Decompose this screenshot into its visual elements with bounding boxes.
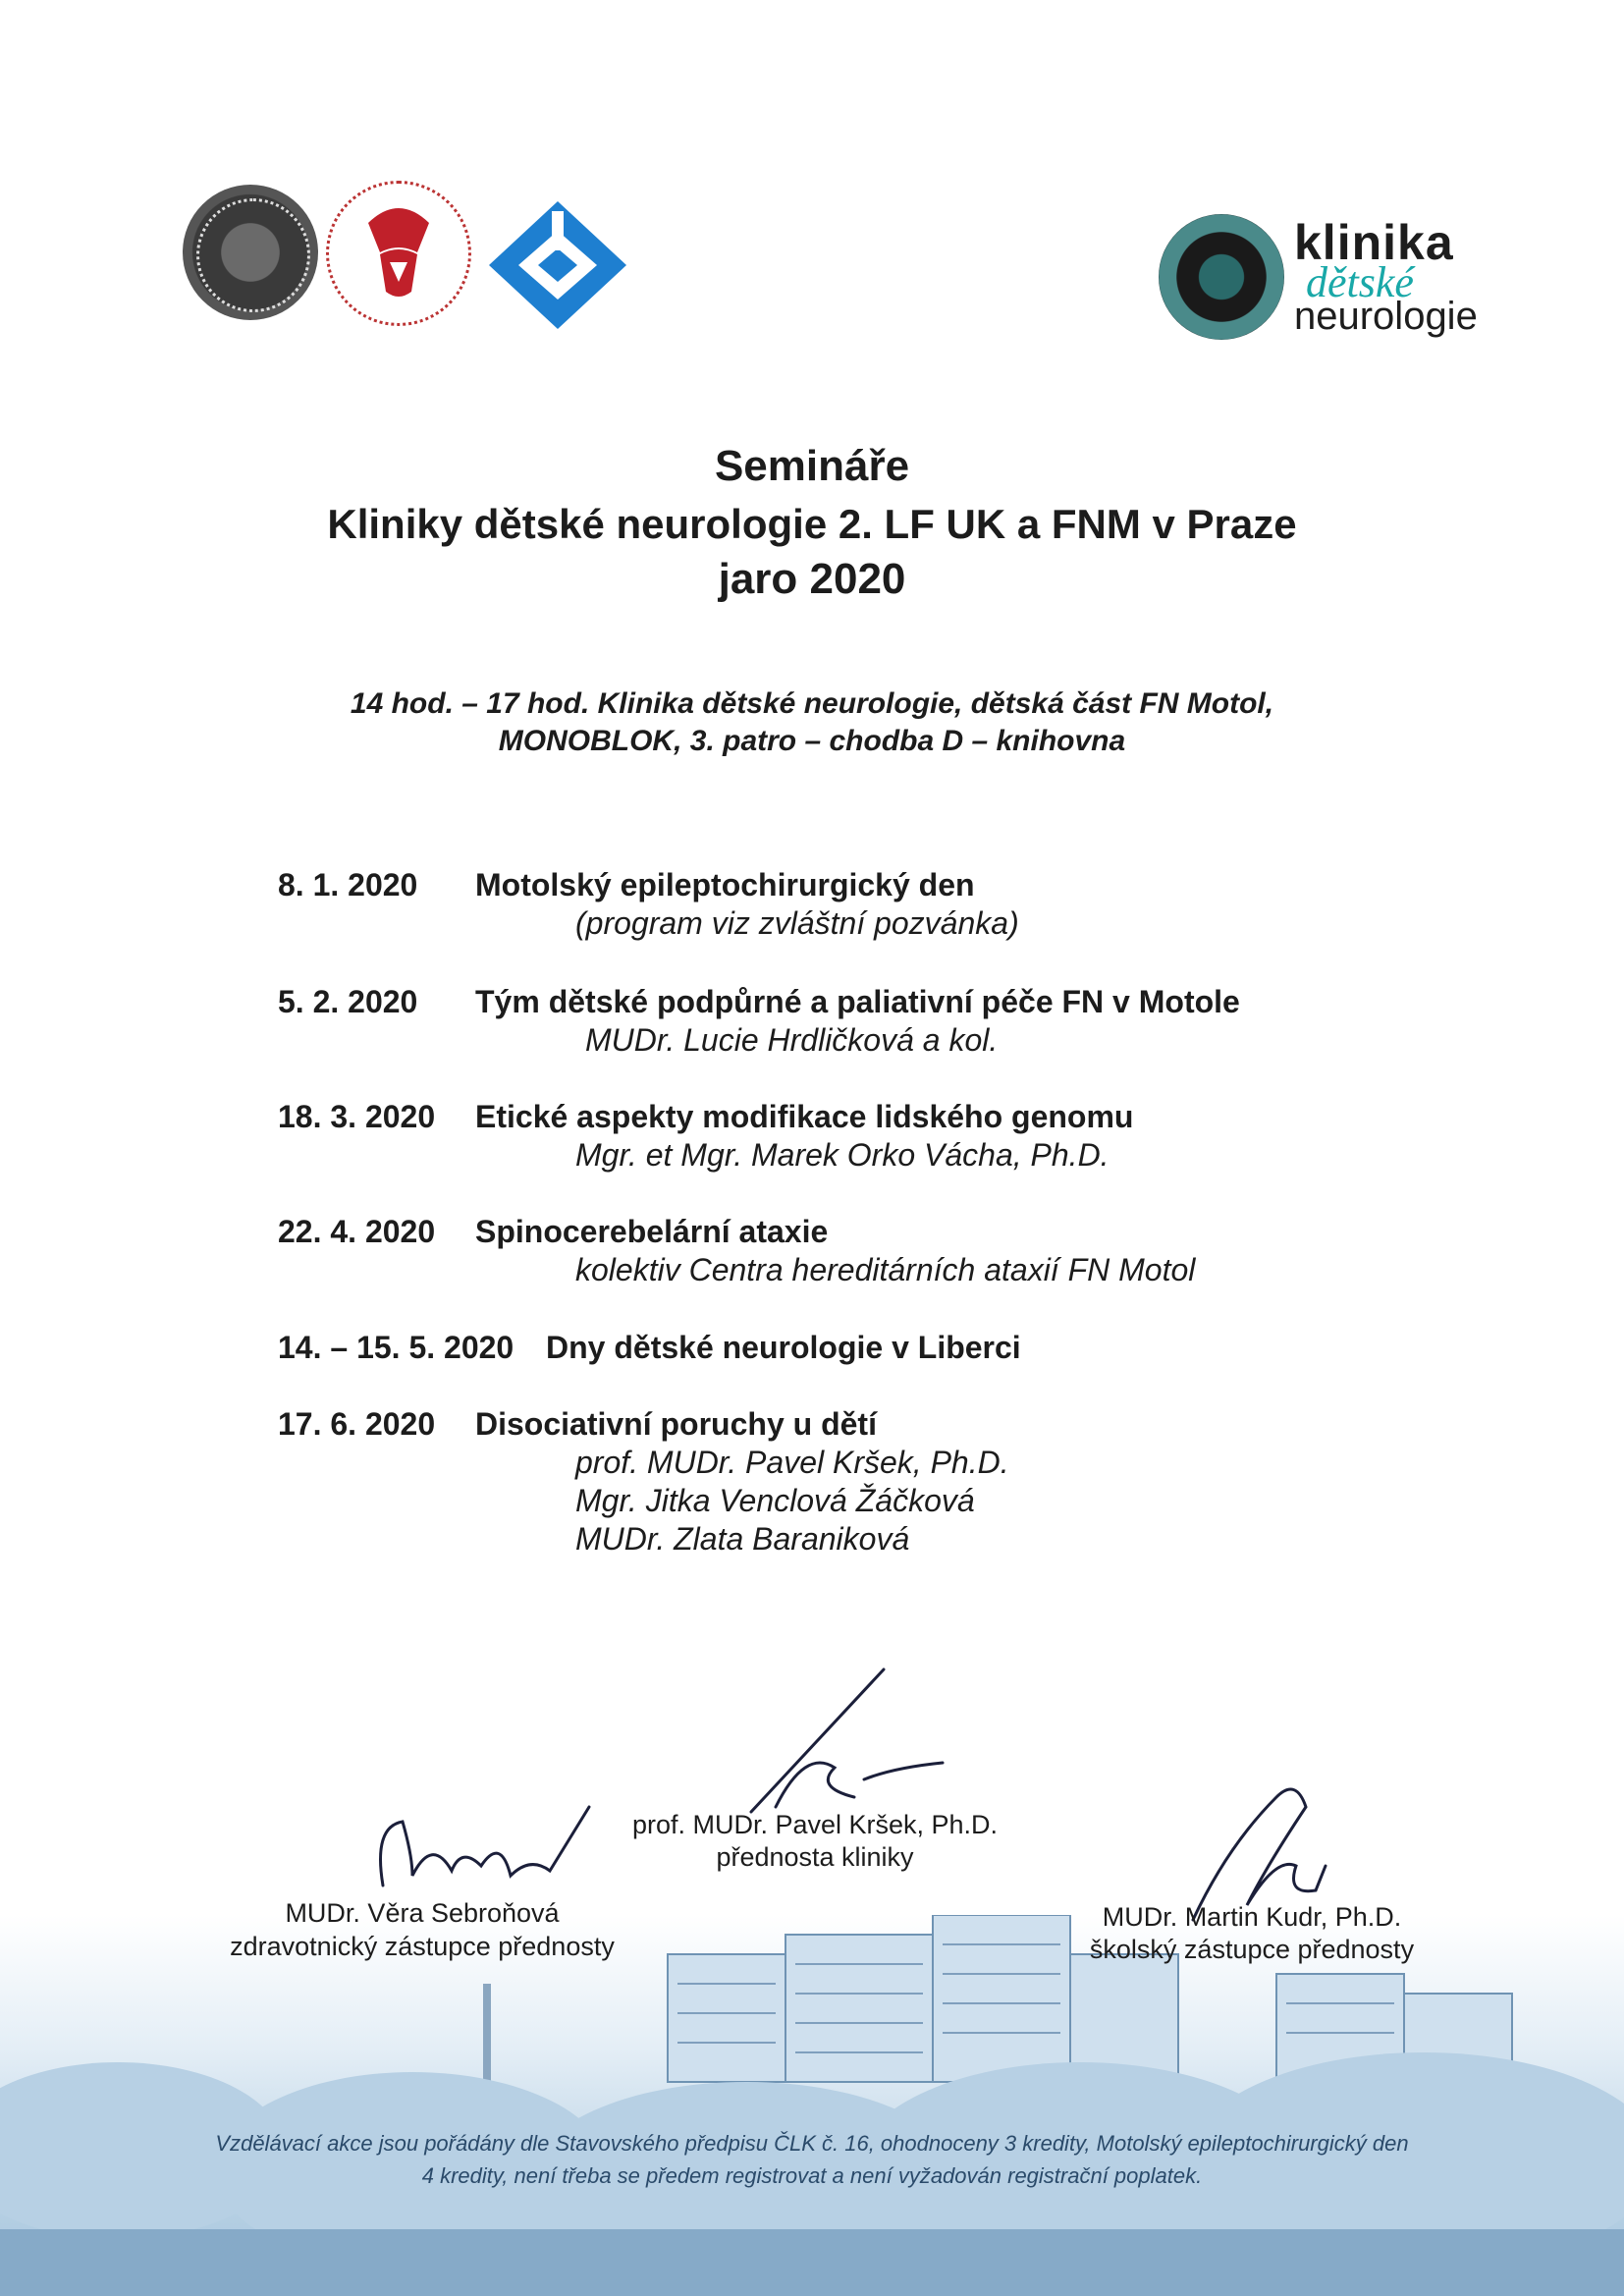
schedule-date: 14. – 15. 5. 2020: [278, 1330, 514, 1365]
signature-left-name: MUDr. Věra Sebroňová: [285, 1898, 560, 1928]
season-title: jaro 2020: [718, 555, 906, 603]
footer-note-line-2: 4 kredity, není třeba se předem registrovat a není vyžadován registrační poplatek.: [421, 2163, 1203, 2188]
schedule-topic: Tým dětské podpůrné a paliativní péče FN v Motole: [475, 984, 1240, 1019]
schedule-date: 22. 4. 2020: [278, 1214, 436, 1249]
klinika-logo-word-2: dětské: [1306, 258, 1414, 306]
schedule-date: 17. 6. 2020: [278, 1406, 436, 1442]
footer-note-line-1: Vzdělávací akce jsou pořádány dle Stavovského předpisu ČLK č. 16, ohodnoceny 3 kredity, Motolský epileptochirurgický den: [215, 2131, 1409, 2156]
schedule-topic: Disociativní poruchy u dětí: [475, 1406, 877, 1442]
signature-right-role: školský zástupce přednosty: [1089, 1935, 1415, 1964]
pelican-icon: [329, 184, 468, 323]
signature-center: [751, 1669, 943, 1812]
schedule-topic: Dny dětské neurologie v Liberci: [546, 1330, 1021, 1365]
schedule-speaker: Mgr. Jitka Venclová Žáčková: [575, 1483, 975, 1518]
page-title: Semináře: [714, 442, 910, 490]
schedule-speaker: (program viz zvláštní pozvánka): [575, 905, 1019, 941]
signature-right: [1193, 1789, 1326, 1920]
schedule-date: 8. 1. 2020: [278, 867, 418, 902]
schedule-date: 18. 3. 2020: [278, 1099, 436, 1134]
pelican-emblem-logo: [326, 181, 471, 326]
schedule-topic: Spinocerebelární ataxie: [475, 1214, 829, 1249]
motol-heart-logo: [479, 191, 636, 339]
hospital-winter-photo: [0, 1915, 1624, 2296]
schedule-speaker: kolektiv Centra hereditárních ataxií FN Motol: [575, 1252, 1196, 1287]
signature-center-name: prof. MUDr. Pavel Kršek, Ph.D.: [631, 1810, 999, 1839]
venue-line-1: 14 hod. – 17 hod. Klinika dětské neurologie, dětská část FN Motol,: [350, 687, 1274, 720]
venue-line-2: MONOBLOK, 3. patro – chodba D – knihovna: [498, 725, 1126, 757]
signature-left-role: zdravotnický zástupce přednosty: [230, 1932, 615, 1961]
schedule-speaker: MUDr. Lucie Hrdličková a kol.: [585, 1022, 999, 1058]
schedule-speaker: MUDr. Zlata Baraniková: [575, 1521, 910, 1557]
signature-center-role: přednosta kliniky: [716, 1842, 914, 1872]
schedule-speaker: Mgr. et Mgr. Marek Orko Vácha, Ph.D.: [575, 1137, 1110, 1173]
klinika-logo-word-1: klinika: [1294, 215, 1454, 270]
klinika-logo-word-3: neurologie: [1294, 295, 1478, 338]
klinika-mark-logo: [1159, 214, 1284, 340]
signature-right-name: MUDr. Martin Kudr, Ph.D.: [1102, 1902, 1402, 1932]
schedule-speaker: prof. MUDr. Pavel Kršek, Ph.D.: [575, 1445, 1009, 1480]
schedule-topic: Etické aspekty modifikace lidského genomu: [475, 1099, 1134, 1134]
schedule-topic: Motolský epileptochirurgický den: [475, 867, 975, 902]
university-seal-logo: [183, 185, 318, 320]
schedule-date: 5. 2. 2020: [278, 984, 418, 1019]
page-subtitle: Kliniky dětské neurologie 2. LF UK a FNM v Praze: [327, 501, 1297, 547]
